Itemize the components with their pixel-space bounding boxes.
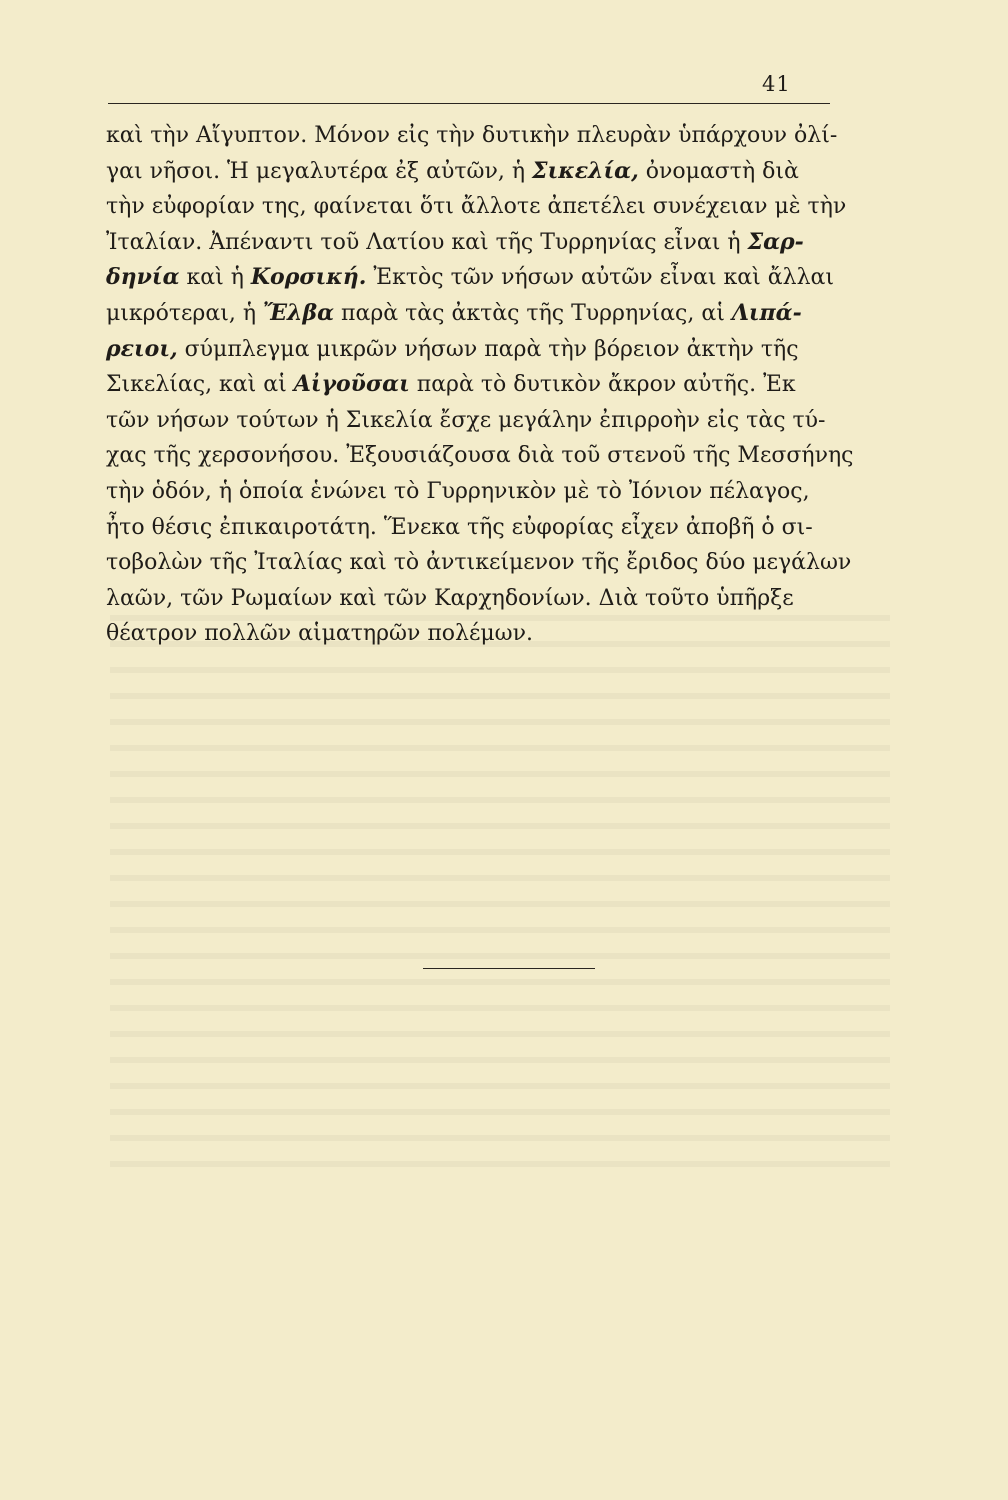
body-paragraph [106, 118, 854, 652]
text-line: τὴν εὐφορίαν της, φαίνεται ὅτι ἄλλοτε ἀπετέλει συνέχειαν μὲ τὴν [106, 194, 847, 220]
text-line: τοβολὼν τῆς Ἰταλίας καὶ τὸ ἀντικείμενον τῆς ἔριδος δύο μεγάλων [106, 550, 852, 576]
text-line: λαῶν, τῶν Ρωμαίων καὶ τῶν Καρχηδονίων. Διὰ τοῦτο ὑπῆρξε [106, 585, 794, 611]
emphasized-term: Λιπά- [731, 299, 802, 326]
text-line: ἦτο θέσις ἐπικαιροτάτη. Ἕνεκα τῆς εὐφορίας εἶχεν ἀποβῆ ὁ σι- [106, 514, 813, 540]
emphasized-term: ρειοι, [106, 335, 178, 362]
header-rule [108, 103, 830, 104]
text-line: Σικελίας, καὶ αἱ Αἰγοῦσαι παρὰ τὸ δυτικὸν ἄκρον αὐτῆς. Ἐκ [106, 371, 796, 398]
emphasized-term: Σικελία, [532, 157, 639, 184]
text-line: χας τῆς χερσονήσου. Ἐξουσιάζουσα διὰ τοῦ στενοῦ τῆς Μεσσήνης [106, 443, 854, 469]
text-line: τὴν ὁδόν, ἡ ὁποία ἑνώνει τὸ Γυρρηνικὸν μὲ τὸ Ἰόνιον πέλαγος, [106, 478, 810, 504]
text-line: τῶν νήσων τούτων ἡ Σικελία ἔσχε μεγάλην ἐπιρροὴν εἰς τὰς τύ- [106, 407, 826, 433]
text-line: ρειοι, σύμπλεγμα μικρῶν νήσων παρὰ τὴν βόρειον ἀκτὴν τῆς [106, 335, 799, 362]
section-end-rule [423, 968, 595, 969]
page-number: 41 [762, 72, 791, 96]
text-line: θέατρον πολλῶν αἱματηρῶν πολέμων. [106, 621, 533, 647]
emphasized-term: Σαρ- [747, 228, 804, 255]
text-line: γαι νῆσοι. Ἡ μεγαλυτέρα ἐξ αὐτῶν, ἡ Σικελία, ὀνομαστὴ διὰ [106, 157, 799, 184]
emphasized-term: Αἰγοῦσαι [293, 371, 410, 398]
emphasized-term: δηνία [106, 264, 180, 291]
text-line: μικρότεραι, ἡ Ἔλβα παρὰ τὰς ἀκτὰς τῆς Τυρρηνίας, αἱ Λιπά- [106, 299, 802, 326]
show-through-text [110, 595, 890, 1175]
emphasized-term: Ἔλβα [263, 299, 335, 326]
text-line: καὶ τὴν Αἴγυπτον. Μόνον εἰς τὴν δυτικὴν πλευρὰν ὑπάρχουν ὀλί- [106, 123, 838, 148]
text-line: Ἰταλίαν. Ἀπέναντι τοῦ Λατίου καὶ τῆς Τυρρηνίας εἶναι ἡ Σαρ- [106, 228, 804, 255]
text-line: δηνία καὶ ἡ Κορσική. Ἐκτὸς τῶν νήσων αὐτῶν εἶναι καὶ ἄλλαι [106, 264, 834, 291]
emphasized-term: Κορσική. [250, 264, 367, 291]
